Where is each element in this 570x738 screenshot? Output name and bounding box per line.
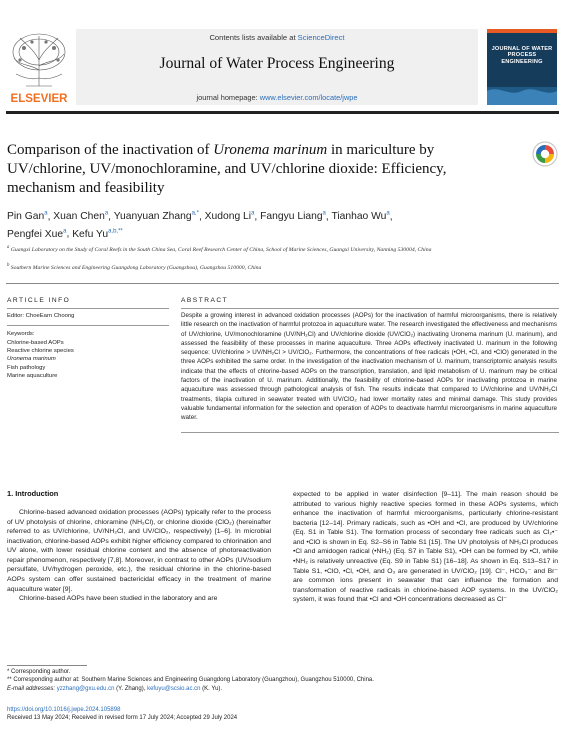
title-suffix: in mariculture by UV/chlorine, UV/monochloramine, and UV/chlorine dioxide: Efficiency, mechanism and feasibility — [7, 142, 447, 196]
doi-link[interactable]: https://doi.org/10.1016/j.jwpe.2024.105898 — [7, 707, 121, 713]
journal-cover-image — [487, 29, 557, 105]
abstract-label: ABSTRACT — [181, 297, 229, 304]
paragraph: Chlorine-based advanced oxidation processes (AOPs) typically refer to the process of UV photolysis of chlorine, chloramine (NH₂Cl), or chlorine dioxide (ClO₂) (hereinafter referred to as UV/chlorine, UV/NH₂Cl, and UV/ClO₂, respectively) [1–6]. In microbial inactivation, chlorine-based AOPs exhibit higher efficiency compared to chlorination and UV alone, with lower residual chlorine content and the absence of photoreactivation repair phenomenon, respectively [7,8]. Moreover, in contrast to other AOPs (UV/sodium persulfate, UV/hydrogen peroxide, etc.), the residual chlorine in the chlorine-based AOPs system can offer sustained bactericidal efficacy in the treatment of marine aquaculture water [9]. — [7, 509, 271, 593]
elsevier-logo — [6, 30, 72, 104]
email-label: E-mail addresses: — [7, 686, 57, 692]
author[interactable]: Fangyu Liang$^a$ — [260, 211, 326, 223]
article-info-label: ARTICLE INFO — [7, 297, 71, 304]
journal-homepage-link[interactable]: www.elsevier.com/locate/jwpe — [259, 93, 358, 102]
paragraph: Chlorine-based AOPs have been studied in the laboratory and are — [19, 595, 218, 603]
title-species: Uronema marinum — [213, 142, 328, 158]
author[interactable]: Xuan Chen$^a$ — [53, 211, 109, 223]
email-link[interactable]: kefuyu@scsio.ac.cn — [147, 686, 201, 692]
title-prefix: Comparison of the inactivation of — [7, 142, 214, 158]
cover-title: JOURNAL OF WATER PROCESS ENGINEERING — [491, 46, 553, 65]
editor-line: Editor: ChoeEarn Choong — [7, 313, 75, 319]
keyword: Chlorine-based AOPs — [7, 340, 64, 346]
keyword: Reactive chlorine species — [7, 348, 74, 355]
keyword-list — [7, 339, 74, 380]
article-info-divider-2 — [7, 325, 169, 326]
sciencedirect-link[interactable]: ScienceDirect — [297, 33, 345, 42]
left-column — [7, 508, 271, 604]
keywords-heading: Keywords: — [7, 331, 35, 337]
paper-title — [7, 141, 507, 198]
author[interactable]: Kefu $Yu^{a,b,**}$ — [72, 228, 123, 240]
introduction-heading: 1. Introduction — [7, 489, 59, 498]
elsevier-wordmark: ELSEVIER — [10, 93, 68, 104]
author[interactable]: Pengfei Xue$^a$ — [7, 228, 67, 240]
author[interactable]: Pin Gan$^a$ — [7, 211, 48, 223]
contents-line — [76, 33, 478, 42]
affiliation-b: $^b$ Southern Marine Sciences and Engineering Guangdong Laboratory (Guangzhou), Guangzhou 510000, China — [7, 263, 262, 271]
header-divider — [6, 111, 559, 114]
author-list: Pin Gan$^a$, Xuan Chen$^a$, Yuanyuan Zhang$^{a,*}$, Xudong Li$^a$, Fangyu Liang$^a$, Tianhao Wu$^a$, Pengfei Xue$^a$, Kefu $Yu^{a,b,**}$ — [7, 211, 393, 240]
homepage-line — [76, 93, 478, 102]
abstract-text: Despite a growing interest in advanced oxidation processes (AOPs) for the inactivation of harmful microorganisms, there is relatively little research on the inactivation of harmful protozoa in aquaculture water. The research investigated the effectiveness and mechanisms of UV/chlorine, UV/monochloramine (UV/NH₂Cl) and UV/chlorine dioxide (UV/ClO₂) inactivating Uronema marinum (U. marinum), and assessed the feasibility of these processes in marine aquaculture. Three AOPs effectively inactivated U. marinum in the following sequence: UV/chlorine > UV/NH₂Cl > UV/ClO₂. Furthermore, the concentrations of free radicals (•OH, •Cl, and •ClO) generated in the three AOPs exhibited the same order. In the investigation of the inactivation mechanism of U. marinum, transcriptomic analysis results indicate that the effects of chlorine-based AOPs on the transcription, translation, and lipid metabolism of U. marinum may be critical factors of the inactivation of U. marinum. Additionally, the feasibility of chlorine-based AOPs for inactivating protozoa in marine aquaculture was assessed through pathological analysis of fish. The results indicate that compared to UV/chlorine and UV/NH₂Cl treatments, tilapia cultured in seawater treated with UV/ClO₂ had lower mortality rates and minimal damage. This study provides valuable fundamental information for the selection and operation of AOPs to deactivate harmful microorganisms in marine aquaculture water. — [181, 312, 557, 422]
affiliation-divider — [6, 283, 559, 284]
corresponding-author-note-2: ** Corresponding author at: Southern Marine Sciences and Engineering Guangdong Laboratory (Guangzhou), Guangzhou 510000, China. — [7, 677, 374, 683]
crossmark-icon[interactable] — [532, 141, 558, 167]
homepage-prefix: journal homepage: — [196, 93, 260, 102]
keyword: Uronema marinum — [7, 356, 56, 363]
right-column — [293, 490, 558, 605]
journal-name: Journal of Water Process Engineering — [159, 55, 395, 72]
footnote-divider — [7, 665, 87, 666]
abstract-divider — [181, 308, 559, 309]
keyword: Marine aquaculture — [7, 372, 58, 379]
email-link[interactable]: yzzhang@gxu.edu.cn — [56, 686, 115, 692]
affiliation-a: $^a$ Guangxi Laboratory on the Study of Coral Reefs in the South China Sea, Coral Reef Research Center of China, School of Marine Sciences, Guangxi University, Nanning 530004, China — [7, 245, 432, 253]
paragraph: expected to be applied in water disinfection [9–11]. The main reason should be attributed to various highly reactive species formed in these AOPs systems, which enhance the inactivation of harmful microorganisms, particularly chlorine-resistant bacteria [12–14]. Primary radicals, such as •OH and •Cl, are produced by UV/chlorine (Eq. S1 in Table S1). The formation process of secondary free radicals such as Cl₂•⁻ and •ClO is shown in Eq. S2–S6 in Table S1 [15]. The UV photolysis of NH₂Cl produces •Cl and amidogen radical (•NH₂) (Eq. S7 in Table S1), •OH can be formed by •Cl, while •NH₂ is relatively unreactive (Eq. S9 in Table S1) [16–18]. As shown in Eq. S13–S17 in Table S1, •ClO, •Cl, •OH, and O₃ are generated in UV/ClO₂ [19]. Cl⁻, HCO₃⁻ and Br⁻ are common ions present in seawater that can influence the formation and transformation of reactive radicals in chlorine-based AOP systems. In the UV/ClO₂ system, it was found that •Cl and •OH concentrations decreased as Cl⁻ — [293, 491, 558, 604]
author[interactable]: Xudong Li$^a$ — [204, 211, 255, 223]
email-addresses: E-mail addresses: yzzhang@gxu.edu.cn (Y. Zhang), kefuyu@scsio.ac.cn (K. Yu). — [7, 686, 223, 692]
contents-prefix: Contents lists available at — [209, 33, 298, 42]
author[interactable]: Yuanyuan Zhang$^{a,*}$ — [113, 211, 199, 223]
received-dates: Received 13 May 2024; Received in revised form 17 July 2024; Accepted 29 July 2024 — [7, 715, 238, 721]
abstract-bottom-divider — [181, 432, 559, 433]
article-info-divider — [7, 308, 169, 309]
author[interactable]: Tianhao Wu$^a$ — [331, 211, 390, 223]
keyword: Fish pathology — [7, 364, 46, 371]
corresponding-author-note: * Corresponding author. — [7, 669, 71, 675]
